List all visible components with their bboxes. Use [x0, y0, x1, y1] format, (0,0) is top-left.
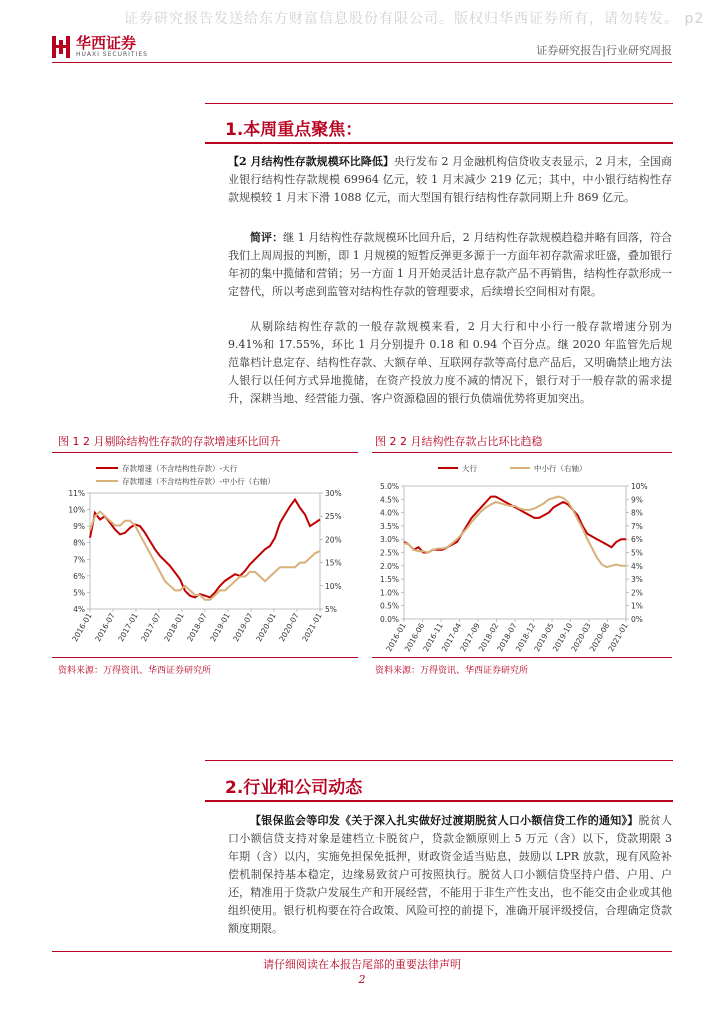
x-tick-label: 2017-01: [116, 611, 140, 644]
y-right-tick-label: 9%: [631, 495, 643, 505]
logo-name-cn: 华西证券: [76, 34, 137, 52]
x-tick-label: 2019-07: [231, 611, 255, 644]
y-right-tick-label: 4%: [631, 561, 643, 571]
x-tick-label: 2020-03: [569, 621, 593, 654]
y-left-tick-label: 8%: [73, 538, 85, 548]
y-left-tick-label: 3.0%: [379, 535, 399, 545]
chart-2: [372, 456, 672, 654]
paragraph-4-heading: 【银保监会等印发《关于深入扎实做好过渡期脱贫人口小额信贷工作的通知》】: [250, 814, 639, 827]
x-tick-label: 2019-10: [550, 621, 575, 654]
logo-name-en: HUAXI SECURITIES: [76, 51, 148, 58]
y-right-tick-label: 0%: [631, 615, 643, 624]
section-2-top-rule: [205, 760, 673, 761]
y-left-tick-label: 7%: [73, 555, 85, 565]
legend-label: 存款增速（不含结构性存款）-中小行（右轴）: [122, 477, 275, 486]
y-right-tick-label: 25%: [325, 512, 342, 522]
section-2-title: 2.行业和公司动态: [225, 778, 363, 798]
x-tick-label: 2021-01: [606, 621, 630, 654]
chart-1: [52, 456, 358, 654]
x-tick-label: 2016-07: [93, 611, 117, 644]
figure-2-source: 资料来源：万得资讯、华西证券研究所: [375, 666, 529, 676]
x-tick-label: 2021-01: [300, 611, 324, 644]
x-tick-label: 2017-09: [458, 621, 482, 654]
figure-2-title: 图 2 2 月结构性存款占比环比趋稳: [375, 435, 543, 448]
y-left-tick-label: 4.0%: [379, 508, 399, 518]
figure-2-rule: [372, 452, 672, 453]
paragraph-2-heading: 简评：: [250, 231, 284, 244]
y-right-tick-label: 7%: [631, 521, 643, 531]
x-tick-label: 2016-06: [402, 621, 427, 654]
x-tick-label: 2017-07: [139, 611, 163, 644]
x-tick-label: 2016-01: [70, 611, 94, 644]
y-left-tick-label: 1.5%: [379, 575, 399, 585]
x-tick-label: 2017-04: [439, 621, 464, 654]
x-tick-label: 2016-01: [384, 621, 408, 654]
series-line-0: [404, 497, 626, 553]
y-right-tick-label: 6%: [631, 535, 643, 545]
y-left-tick-label: 2.0%: [379, 561, 399, 571]
paragraph-4-body: 脱贫人口小额信贷支持对象是建档立卡脱贫户，贷款金额原则上 5 万元（含）以下，贷款期限 3 年期（含）以内，实施免担保免抵押，财政资金适当贴息，鼓励以 LPR 放款，现有风险补偿机制保持基本稳定，边缘易致贫户可按照执行。脱贫人口小额信贷坚持户借、户用、户还，精准用于贷款户发展生产和开展经营，不能用于非生产性支出，也不能交由企业或其他组织使用。银行机构要在符合政策、风险可控的前提下，准确开展评级授信，合理确定贷款额度期限。: [228, 814, 672, 935]
paragraph-4: [228, 812, 672, 938]
x-tick-label: 2020-01: [254, 611, 278, 644]
y-right-tick-label: 3%: [631, 575, 643, 585]
y-right-tick-label: 20%: [325, 535, 342, 545]
logo-mark-icon: [52, 36, 70, 58]
y-right-tick-label: 2%: [631, 588, 643, 598]
plot-area: [90, 493, 320, 609]
page-number: 2: [358, 973, 366, 986]
company-logo: [52, 35, 148, 58]
x-tick-label: 2018-07: [185, 611, 209, 644]
legend-label: 大行: [462, 464, 477, 473]
y-right-tick-label: 15%: [325, 558, 342, 568]
y-left-tick-label: 1.0%: [379, 588, 399, 598]
x-tick-label: 2019-01: [208, 611, 232, 644]
y-right-tick-label: 1%: [631, 601, 643, 611]
y-left-tick-label: 0.5%: [379, 601, 399, 611]
paragraph-1-body: 央行发布 2 月金融机构信贷收支表显示，2 月末，全国商业银行结构性存款规模 69964 亿元，较 1 月末减少 219 亿元；其中，中小银行结构性存款规模较 1 月末下滑 1088 亿元，而大型国有银行结构性存款同期上升 869 亿元。: [228, 155, 672, 204]
section-1-underline: [205, 142, 673, 144]
header-divider: [52, 62, 672, 63]
y-right-tick-label: 10%: [631, 482, 648, 491]
x-tick-label: 2020-08: [587, 621, 612, 654]
figure-1-rule: [52, 452, 358, 453]
series-line-0: [90, 500, 320, 598]
x-tick-label: 2020-07: [277, 611, 301, 644]
y-left-tick-label: 6%: [73, 571, 85, 581]
figure-1-bottom-rule: [52, 657, 358, 658]
y-right-tick-label: 5%: [631, 548, 643, 558]
series-line-1: [90, 512, 320, 600]
y-right-tick-label: 8%: [631, 508, 643, 518]
y-left-tick-label: 9%: [73, 522, 85, 532]
x-tick-label: 2018-12: [513, 621, 538, 654]
x-tick-label: 2016-11: [421, 621, 445, 654]
figure-1-source: 资料来源：万得资讯、华西证券研究所: [58, 666, 212, 676]
section-top-rule: [205, 103, 673, 104]
y-right-tick-label: 10%: [325, 581, 342, 591]
y-left-tick-label: 2.5%: [379, 548, 399, 558]
report-type: 证券研究报告|行业研究周报: [536, 44, 672, 57]
paragraph-2: [228, 229, 672, 301]
watermark-text: 证券研究报告发送给东方财富信息股份有限公司。版权归华西证券所有，请勿转发。 p2: [124, 11, 705, 27]
paragraph-1: [228, 153, 672, 207]
paragraph-3: 从剔除结构性存款的一般存款规模来看，2 月大行和中小行一般存款增速分别为 9.41%和 17.55%，环比 1 月分别提升 0.18 和 0.94 个百分点。继 2020 年监管先后规范靠档计息定存、结构性存款、大额存单、互联网存款等高付息产品后，又明确禁止地方法人银行以任何方式异地揽储，在资产投放力度不减的情况下，银行对于一般存款的需求提升，深耕当地、经营能力强、客户资源稳固的银行负债端优势将更加突出。: [228, 320, 672, 405]
paragraph-1-heading: 【2 月结构性存款规模环比降低】: [228, 155, 394, 168]
y-left-tick-label: 10%: [68, 505, 85, 515]
y-left-tick-label: 11%: [68, 489, 85, 498]
y-left-tick-label: 3.5%: [379, 521, 399, 531]
figure-1-title: 图 1 2 月剔除结构性存款的存款增速环比回升: [58, 435, 281, 448]
legend-label: 中小行（右轴）: [534, 464, 587, 473]
y-left-tick-label: 4.5%: [379, 495, 399, 505]
section-2-underline: [205, 800, 673, 802]
y-right-tick-label: 30%: [325, 489, 342, 498]
x-tick-label: 2018-02: [476, 621, 501, 654]
legend-label: 存款增速（不含结构性存款）-大行: [122, 464, 238, 473]
footer-divider: [52, 951, 672, 952]
y-left-tick-label: 5%: [73, 588, 85, 598]
figure-2-bottom-rule: [372, 657, 672, 658]
y-right-tick-label: 5%: [325, 605, 337, 614]
paragraph-2-body: 继 1 月结构性存款规模环比回升后，2 月结构性存款规模趋稳并略有回落，符合我们上周周报的判断，即 1 月规模的短暂反弹更多源于一方面年初存款需求旺盛，叠加银行年初的集中揽储和营销；另一方面 1 月开始灵活计息存款产品不再销售，结构性存款形成一定替代，所以考虑到监管对结构性存款的管理要求，后续增长空间相对有限。: [228, 231, 673, 298]
section-1-title: 1.本周重点聚焦：: [225, 120, 363, 140]
x-tick-label: 2019-05: [532, 621, 556, 654]
y-left-tick-label: 5.0%: [379, 482, 399, 491]
x-tick-label: 2018-07: [495, 621, 519, 654]
x-tick-label: 2018-01: [162, 611, 186, 644]
y-left-tick-label: 0.0%: [379, 615, 399, 624]
y-left-tick-label: 4%: [73, 605, 85, 614]
footer-notice: 请仔细阅读在本报告尾部的重要法律声明: [263, 958, 461, 971]
